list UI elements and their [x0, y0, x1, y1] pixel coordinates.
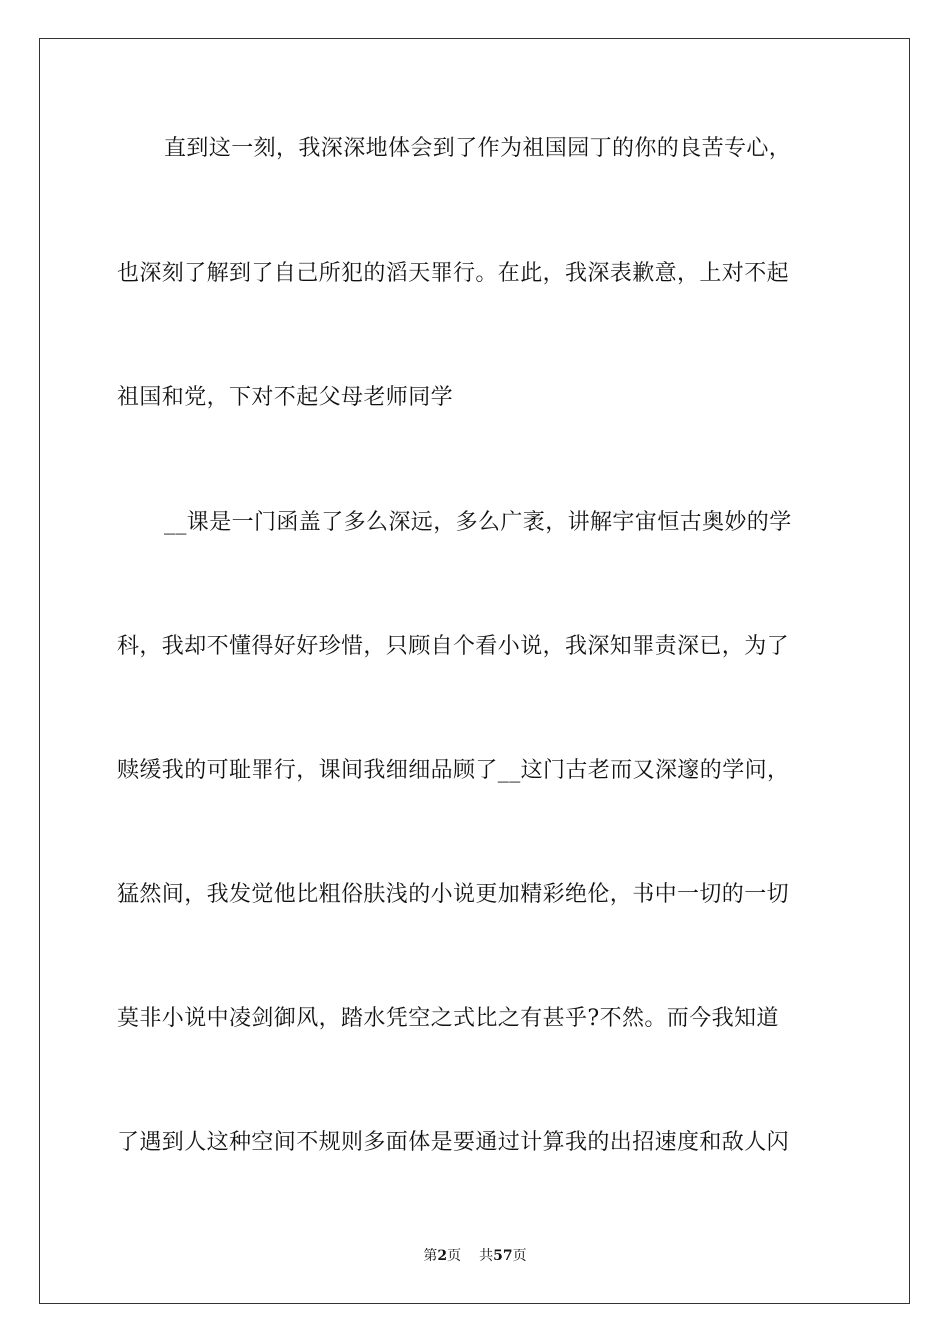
paragraph-line-1: 直到这一刻，我深深地体会到了作为祖国园丁的你的良苦专心， [164, 136, 792, 161]
paragraph-line-5: 科，我却不懂得好好珍惜，只顾自个看小说，我深知罪责深已，为了 [117, 634, 790, 659]
paragraph-line-7: 猛然间，我发觉他比粗俗肤浅的小说更加精彩绝伦，书中一切的一切 [117, 882, 790, 907]
paragraph-line-6: 赎缓我的可耻罪行，课间我细细品顾了__这门古老而又深邃的学问， [117, 758, 790, 783]
paragraph-line-3: 祖国和党，下对不起父母老师同学 [117, 385, 454, 410]
paragraph-line-9: 了遇到人这种空间不规则多面体是要通过计算我的出招速度和敌人闪 [117, 1130, 790, 1155]
page-prefix: 第 [423, 1248, 438, 1264]
total-prefix: 共 [479, 1248, 494, 1264]
page-border [39, 38, 910, 1304]
paragraph-line-8: 莫非小说中凌剑御风，踏水凭空之式比之有甚乎?不然。而今我知道 [117, 1006, 779, 1031]
page-number: 2 [437, 1248, 448, 1264]
total-pages: 57 [493, 1248, 513, 1264]
paragraph-line-4: __课是一门函盖了多么深远，多么广袤，讲解宇宙恒古奥妙的学 [164, 510, 792, 535]
paragraph-line-2: 也深刻了解到了自己所犯的滔天罪行。在此，我深表歉意，上对不起 [117, 261, 790, 286]
page-footer [0, 1246, 950, 1266]
total-suffix: 页 [512, 1248, 527, 1264]
page-suffix: 页 [447, 1248, 462, 1264]
